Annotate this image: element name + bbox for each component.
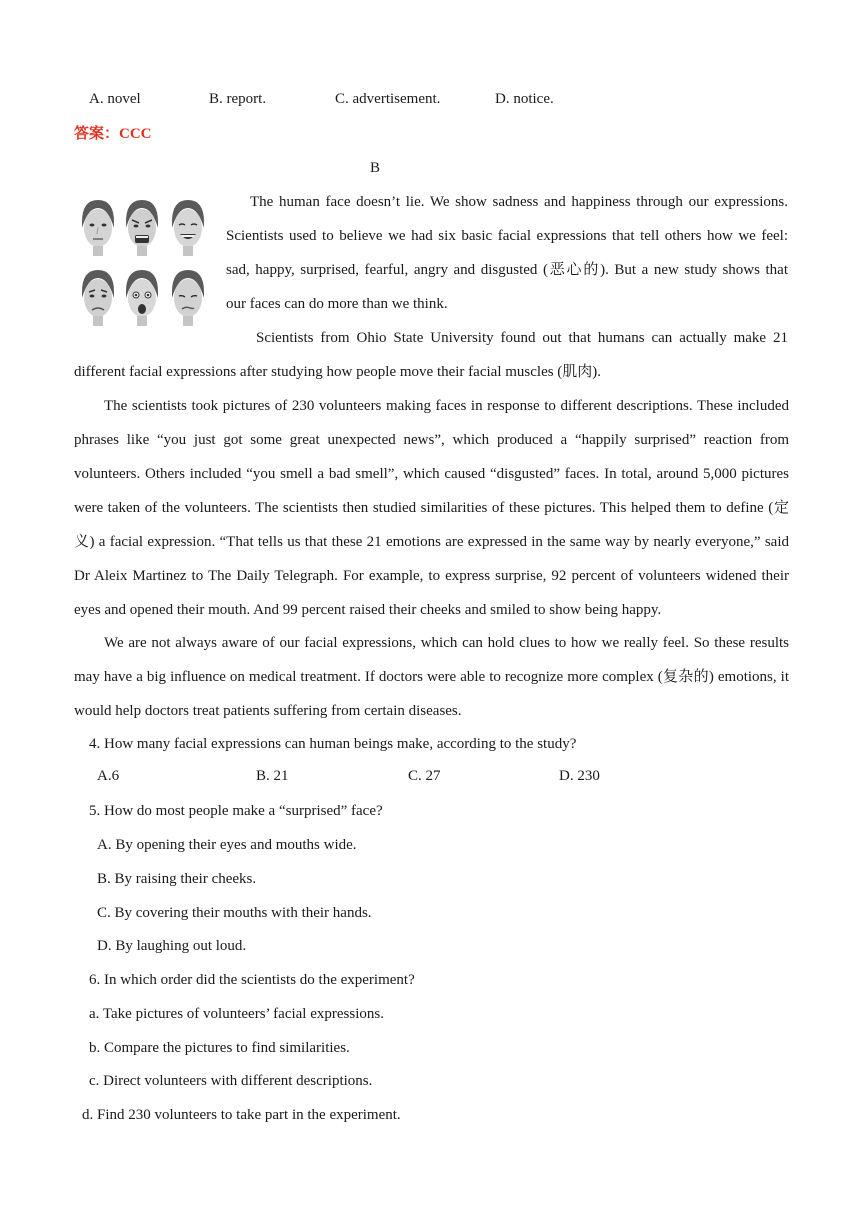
passage-paragraph-3: The scientists took pictures of 230 volunteers making faces in response to different descriptions. These included phrases like “you just got some great unexpected news”, which produced a “happily surprised” reaction from volunteers. Others included “you smell a bad smell”, which caused “disgusted” faces. In total, around 5,000 pictures were taken of the volunteers. The scientists then studied similarities of these pictures. This helped them to define (定义) a facial expression. “That tells us that these 21 emotions are expressed in the same way by nearly everyone,” said Dr Aleix Martinez to The Daily Telegraph. For example, to express surprise, 92 percent of volunteers widened their eyes and opened their mouth. And 99 percent raised their cheeks and smiled to show being happy. <box>74 398 789 618</box>
section-title: B <box>370 160 381 176</box>
q4-option-b: B. 21 <box>256 768 289 784</box>
passage-intro-line-2: Scientists used to believe we had six basic facial expressions that tell others how we feel: <box>226 228 788 244</box>
answer-key: 答案：CCC <box>74 126 152 142</box>
q5-option-c: C. By covering their mouths with their hands. <box>97 905 372 921</box>
face-disgusted-icon <box>168 268 208 326</box>
q4-stem: 4. How many facial expressions can human beings make, according to the study? <box>89 736 577 752</box>
face-sad-icon <box>78 268 118 326</box>
passage-intro-line-4: our faces can do more than we think. <box>226 296 448 312</box>
q3-option-a: A. novel <box>89 91 141 107</box>
q5-option-b: B. By raising their cheeks. <box>97 871 257 887</box>
q6-stem: 6. In which order did the scientists do the experiment? <box>89 972 415 988</box>
q4-option-a: A.6 <box>97 768 120 784</box>
q3-option-c: C. advertisement. <box>335 91 441 107</box>
passage-p2-line-2: different facial expressions after studying how people move their facial muscles (肌肉). <box>74 364 602 380</box>
passage-intro-line-1: The human face doesn’t lie. We show sadness and happiness through our expressions. <box>250 194 788 210</box>
passage-intro-line-3: sad, happy, surprised, fearful, angry and disgusted (恶心的). But a new study shows that <box>226 262 788 278</box>
face-surprised-icon <box>122 268 162 326</box>
passage-p2-line-1: Scientists from Ohio State University found out that humans can actually make 21 <box>256 330 788 346</box>
q5-option-d: D. By laughing out loud. <box>97 938 247 954</box>
q6-item-a: a. Take pictures of volunteers’ facial expressions. <box>89 1006 384 1022</box>
q3-option-b: B. report. <box>209 91 267 107</box>
face-happy-icon <box>168 198 208 256</box>
q5-stem: 5. How do most people make a “surprised” face? <box>89 803 383 819</box>
face-angry-icon <box>122 198 162 256</box>
q4-option-c: C. 27 <box>408 768 441 784</box>
q6-item-d: d. Find 230 volunteers to take part in the experiment. <box>82 1107 401 1123</box>
passage-paragraph-4: We are not always aware of our facial expressions, which can hold clues to how we really feel. So these results may have a big influence on medical treatment. If doctors were able to recognize more complex (复杂的) emotions, it would help doctors treat patients suffering from certain diseases. <box>74 635 789 719</box>
q4-option-d: D. 230 <box>559 768 600 784</box>
q5-option-a: A. By opening their eyes and mouths wide. <box>97 837 357 853</box>
q6-item-c: c. Direct volunteers with different descriptions. <box>89 1073 373 1089</box>
facial-expressions-image <box>74 196 214 330</box>
q3-option-d: D. notice. <box>495 91 554 107</box>
q6-item-b: b. Compare the pictures to find similarities. <box>89 1040 350 1056</box>
face-neutral-icon <box>78 198 118 256</box>
